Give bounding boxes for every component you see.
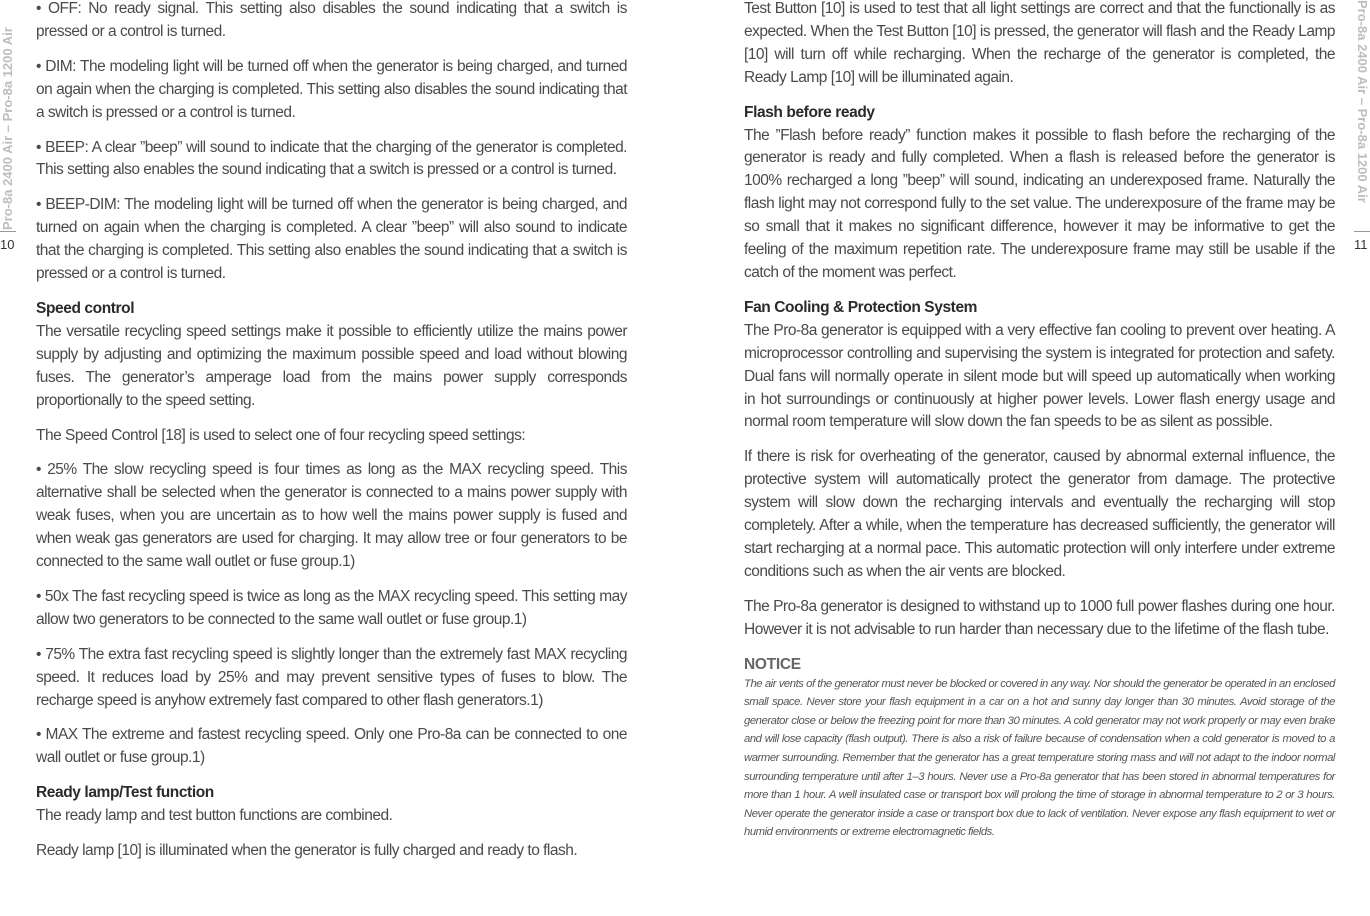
speed-75: • 75% The extra fast recycling speed is slightly longer than the extremely fast MAX recycling speed. It reduces load by 25% and may prevent sensitive types of fuses to blow. The recharge speed is anyhow extremely fast compared to other flash generators.1) bbox=[36, 645, 627, 709]
ready-signal-beep-dim: • BEEP-DIM: The modeling light will be turned off when the generator is being charged, and turned on again when the charging is completed. A clear ”beep” will also sound to indicate that the charging is completed. This setting also enables the sound indicating that a switch is pressed or a control is turned. bbox=[36, 196, 627, 283]
ready-signal-dim: • DIM: The modeling light will be turned off when the generator is being charged, and turned on again when the charging is completed. This setting also disables the sound indicating that a switch is pressed or a control is turned. bbox=[36, 57, 627, 121]
fan-cooling-p2: If there is risk for overheating of the generator, caused by abnormal external influence, the protective system will automatically protect the generator from damage. The protective system will slow down the recharging intervals and eventually the recharging will stop completely. After a while, when the temperature has decreased sufficiently, the generator will start recharging at a normal pace. This automatic protection will only interfere under extreme conditions such as when the air vents are blocked. bbox=[744, 448, 1335, 580]
speed-control-select: The Speed Control [18] is used to select one of four recycling speed settings: bbox=[36, 426, 526, 444]
page-number: 10 bbox=[0, 237, 15, 252]
flash-before-ready-body: The ”Flash before ready” function makes it possible to flash before the recharging of the generator is ready and fully completed. When a flash is released before the generator is 100% recharged a long ”beep” will sound, indicating an underexposed frame. Naturally the flash light may not correspond fully to the set value. The underexposure of the frame may be so small that it makes no significant difference, however it may be informative to get the feeling of the maximum repetition rate. The underexposure frame may still be usable if the catch of the moment was perfect. bbox=[744, 126, 1335, 281]
speed-50: • 50x The fast recycling speed is twice as long as the MAX recycling speed. This setting may allow two generators to be connected to the same wall outlet or fuse group.1) bbox=[36, 587, 627, 628]
page-number-rule bbox=[0, 231, 16, 232]
speed-control-heading: Speed control bbox=[36, 299, 135, 317]
speed-max: • MAX The extreme and fastest recycling speed. Only one Pro-8a can be connected to one wall outlet or fuse group.1) bbox=[36, 726, 627, 767]
speed-control-intro: The versatile recycling speed settings make it possible to efficiently utilize the mains power supply by adjusting and optimizing the maximum possible speed and load without blowing fuses. The generator’s amperage load from the mains power supply corresponds proportionally to the speed setting. bbox=[36, 322, 627, 409]
fan-cooling-heading: Fan Cooling & Protection System bbox=[744, 298, 978, 316]
right-page bbox=[685, 0, 1370, 916]
fan-cooling-p1: The Pro-8a generator is equipped with a very effective fan cooling to prevent over heating. A microprocessor controlling and supervising the system is integrated for protection and safety. Dual fans will normally operate in silent mode but will speed up automatically when working in hot surroundings or continuously at higher power levels. Lower flash energy usage and normal room temperature will slow down the fan speeds to be as silent as possible. bbox=[744, 321, 1335, 431]
ready-lamp-p1: The ready lamp and test button functions are combined. bbox=[36, 807, 393, 825]
flash-before-ready-heading: Flash before ready bbox=[744, 103, 875, 121]
speed-25: • 25% The slow recycling speed is four times as long as the MAX recycling speed. This alternative shall be selected when the generator is connected to a mains power supply with weak fuses, when you are uncertain as to how well the mains power supply is fused and when weak gas generators are used for charging. It may allow tree or four generators to be connected to the same wall outlet or fuse group.1) bbox=[36, 461, 627, 571]
ready-lamp-p2: Ready lamp [10] is illuminated when the generator is fully charged and ready to flash. bbox=[36, 842, 578, 860]
ready-signal-beep: • BEEP: A clear ”beep” will sound to indicate that the charging of the generator is completed. This setting also enables the sound indicating that a switch is pressed or a control is turned. bbox=[36, 138, 627, 179]
page-number-rule bbox=[1354, 231, 1370, 232]
notice-heading: NOTICE bbox=[744, 655, 801, 673]
notice-body: The air vents of the generator must never be blocked or covered in any way. Nor should the generator be operated in an enclosed small space. Never store your flash equipment in a car on a hot and sunny day longer than 30 minutes. Avoid storage of the generator close or below the freezing point for more than 30 minutes. A cold generator may not work properly or may even brake and will lose capacity (flash output). There is also a risk of failure because of condensation when a cold generator is moved to a warmer surrounding. Remember that the generator has a great temperature storing mass and will not adapt to the indoor normal surrounding temperature until after 1–3 hours. Never use a Pro-8a generator that has been stored in abnormal temperatures for more than 1 hour. A well insulated case or transport box will prolong the time of storage in abnormal temperature to 2 or 3 hours. Never operate the generator inside a case or transport box due to lack of ventilation. Never expose any flash equipment to wet or humid environments or extreme electromagnetic fields. bbox=[744, 677, 1335, 839]
fan-cooling-p3: The Pro-8a generator is designed to withstand up to 1000 full power flashes during one hour. However it is not advisable to run harder than necessary due to the lifetime of the flash tube. bbox=[744, 597, 1335, 638]
page-number: 11 bbox=[1354, 237, 1368, 252]
test-button-paragraph: Test Button [10] is used to test that all light settings are correct and that the functionally is as expected. When the Test Button [10] is pressed, the generator will flash and the Ready Lamp [10] will turn off while recharging. When the recharge of the generator is completed, the Ready Lamp [10] will be illuminated again. bbox=[744, 0, 1335, 86]
ready-lamp-heading: Ready lamp/Test function bbox=[36, 784, 214, 802]
right-text-column bbox=[744, 0, 1335, 842]
ready-signal-off: • OFF: No ready signal. This setting also disables the sound indicating that a switch is pressed or a control is turned. bbox=[36, 0, 627, 40]
side-label: Pro-8a 2400 Air – Pro-8a 1200 Air bbox=[1355, 0, 1370, 203]
side-label: Pro-8a 2400 Air – Pro-8a 1200 Air bbox=[0, 27, 15, 230]
left-text-column bbox=[36, 0, 627, 875]
